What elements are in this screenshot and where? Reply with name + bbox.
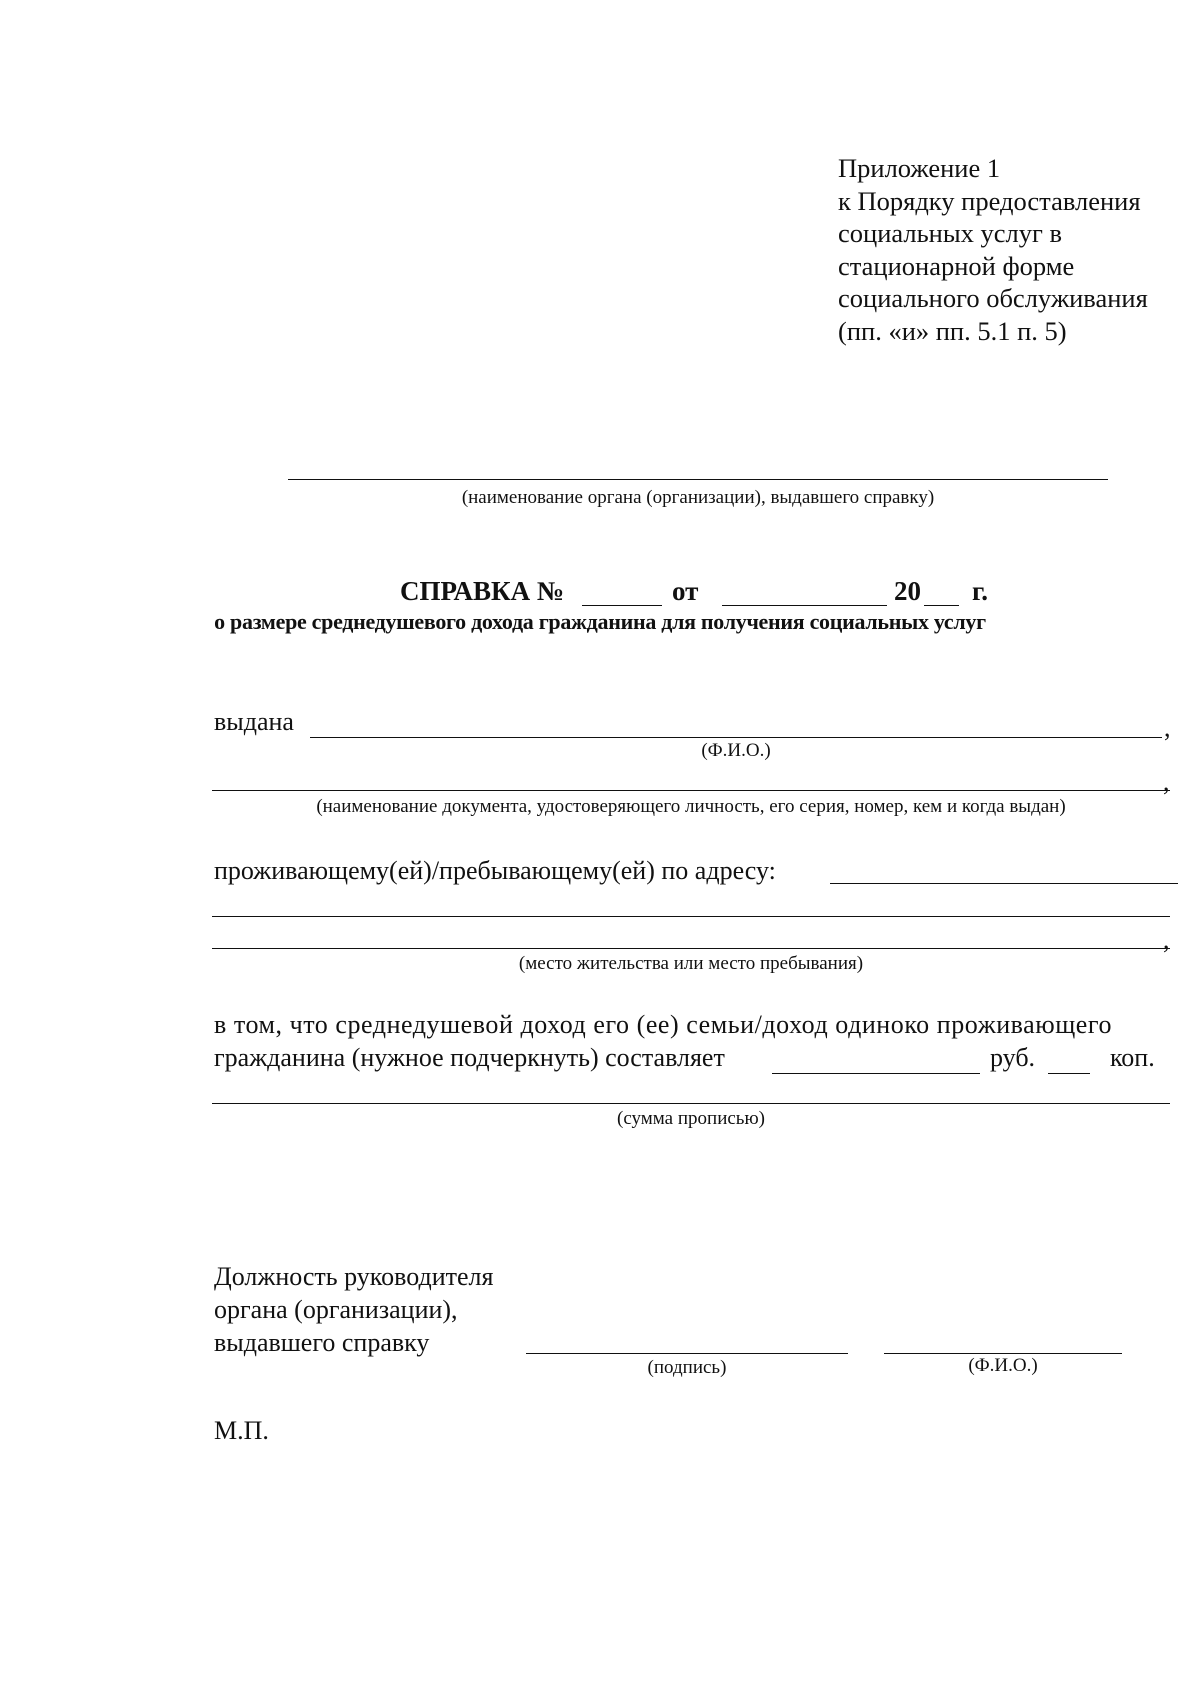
signature-caption: (подпись) xyxy=(647,1357,727,1378)
fio-field[interactable] xyxy=(310,737,1162,738)
position-line: органа (организации), xyxy=(214,1295,458,1324)
appendix-line: социальных услуг в xyxy=(838,218,1063,248)
issued-to-label: выдана xyxy=(214,707,294,736)
address-label: проживающему(ей)/пребывающему(ей) по адресу: xyxy=(214,856,776,885)
address-field-line1[interactable] xyxy=(830,883,1178,884)
year-prefix: 20 xyxy=(894,576,921,606)
date-from-label: от xyxy=(672,576,699,606)
issuer-caption: (наименование органа (организации), выдавшего справку) xyxy=(461,487,935,508)
rub-label: руб. xyxy=(990,1043,1036,1072)
income-kop-field[interactable] xyxy=(1048,1073,1090,1074)
appendix-line: Приложение 1 xyxy=(838,153,1001,183)
appendix-line: к Порядку предоставления xyxy=(838,185,1141,216)
signature-field[interactable] xyxy=(526,1353,848,1354)
year-suffix: г. xyxy=(972,576,988,606)
certificate-subtitle: о размере среднедушевого дохода гражданина для получения социальных услуг xyxy=(214,609,986,634)
appendix-line: (пп. «и» пп. 5.1 п. 5) xyxy=(838,315,1067,346)
position-line: Должность руководителя xyxy=(214,1262,494,1291)
signer-fio-caption: (Ф.И.О.) xyxy=(968,1355,1038,1376)
signer-fio-field[interactable] xyxy=(884,1353,1122,1354)
comma: , xyxy=(1163,767,1170,796)
certificate-title: СПРАВКА № xyxy=(400,576,565,606)
certificate-number-field[interactable] xyxy=(582,605,662,606)
income-text-line2: гражданина (нужное подчеркнуть) составляет xyxy=(214,1043,725,1072)
seal-label: М.П. xyxy=(214,1416,269,1445)
identity-document-field[interactable] xyxy=(212,790,1170,791)
address-field-line3[interactable] xyxy=(212,948,1170,949)
address-caption: (место жительства или место пребывания) xyxy=(518,953,864,974)
comma: , xyxy=(1163,925,1170,954)
address-field-line2[interactable] xyxy=(212,916,1170,917)
appendix-line: социального обслуживания xyxy=(838,283,1148,313)
appendix-reference xyxy=(838,152,1148,347)
appendix-line: стационарной форме xyxy=(838,250,1075,281)
position-line: выдавшего справку xyxy=(214,1328,430,1357)
sum-in-words-caption: (сумма прописью) xyxy=(617,1108,765,1129)
certificate-year-field[interactable] xyxy=(924,605,959,606)
issuer-name-field[interactable] xyxy=(288,479,1108,480)
income-text-line1: в том, что среднедушевой доход его (ее) семьи/доход одиноко проживающего xyxy=(214,1010,1113,1039)
sum-in-words-field[interactable] xyxy=(212,1103,1170,1104)
identity-document-caption: (наименование документа, удостоверяющего личность, его серия, номер, кем и когда выдан) xyxy=(316,796,1066,817)
comma: , xyxy=(1164,713,1171,742)
certificate-date-field[interactable] xyxy=(722,605,887,606)
kop-label: коп. xyxy=(1110,1043,1155,1072)
income-rub-field[interactable] xyxy=(772,1073,980,1074)
fio-caption: (Ф.И.О.) xyxy=(701,740,771,761)
